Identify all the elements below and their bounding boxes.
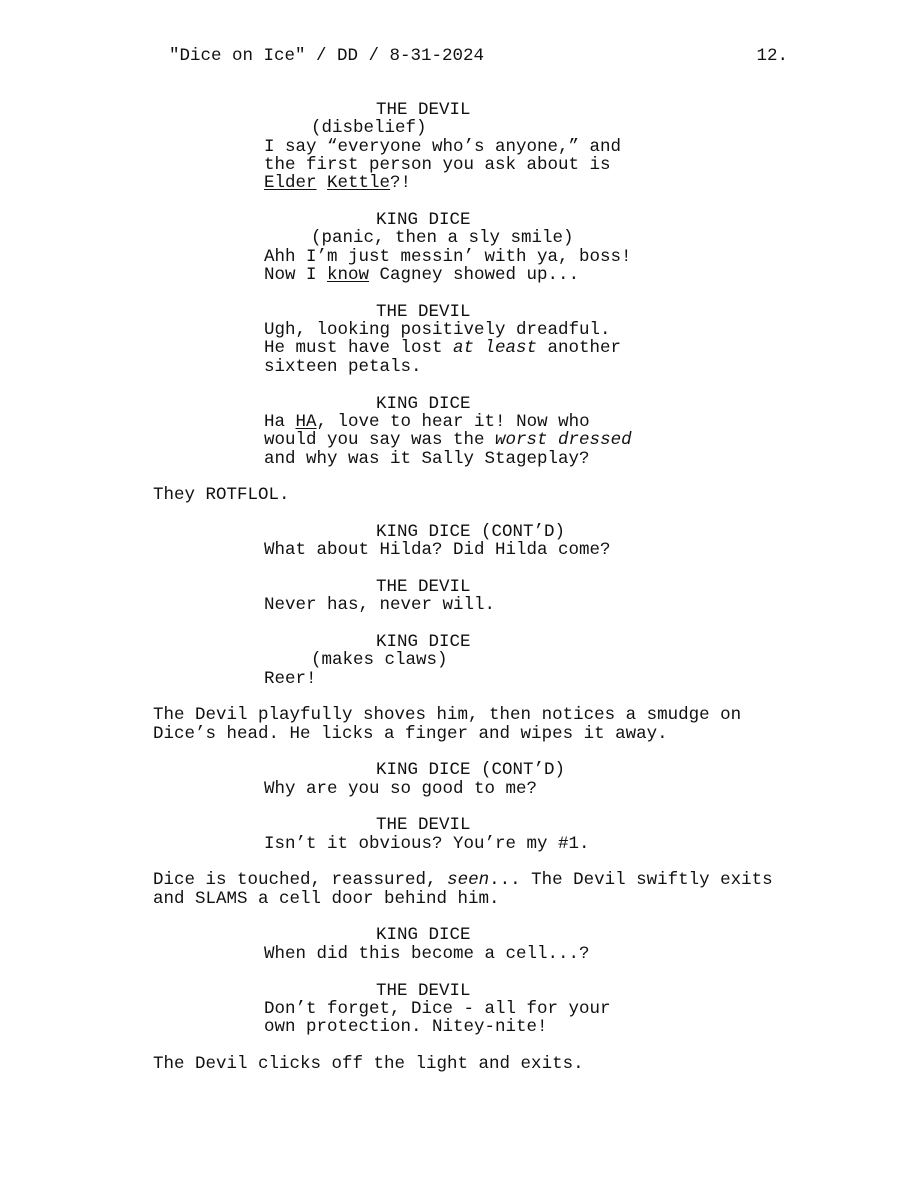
underlined-text: Kettle bbox=[327, 173, 391, 194]
text-segment: ?! bbox=[390, 173, 412, 194]
blank-line bbox=[0, 284, 920, 302]
text-segment: When did this become a cell...? bbox=[264, 943, 590, 964]
text-segment: another bbox=[537, 338, 622, 359]
text-segment: What about Hilda? Did Hilda come? bbox=[264, 540, 611, 561]
blank-line bbox=[0, 376, 920, 394]
text-segment: and why was it Sally Stageplay? bbox=[264, 448, 590, 469]
action-line bbox=[0, 1055, 920, 1073]
parenthetical bbox=[0, 651, 920, 669]
header-title: "Dice on Ice" / DD / 8-31-2024 bbox=[169, 46, 485, 66]
action-line bbox=[0, 890, 920, 908]
text-segment: KING DICE (CONT’D) bbox=[376, 521, 566, 542]
text-segment: Isn’t it obvious? You’re my #1. bbox=[264, 833, 590, 854]
page-number: 12. bbox=[756, 46, 788, 66]
parenthetical bbox=[0, 119, 920, 137]
underlined-text: Elder bbox=[264, 173, 317, 194]
dialogue-line bbox=[0, 339, 920, 357]
text-segment: would you say was the bbox=[264, 430, 496, 451]
text-segment: KING DICE bbox=[376, 393, 471, 414]
text-segment: and SLAMS a cell door behind him. bbox=[153, 888, 500, 909]
dialogue-line bbox=[0, 670, 920, 688]
character-cue bbox=[0, 395, 920, 413]
text-segment: , love to hear it! Now who bbox=[316, 411, 590, 432]
text-segment bbox=[317, 173, 328, 193]
character-cue bbox=[0, 211, 920, 229]
underlined-text: HA bbox=[295, 411, 317, 432]
text-segment: the first person you ask about is bbox=[264, 155, 611, 176]
dialogue-line bbox=[0, 835, 920, 853]
text-segment: I say “everyone who’s anyone,” and bbox=[264, 136, 622, 157]
character-cue bbox=[0, 816, 920, 834]
action-line bbox=[0, 871, 920, 889]
underlined-text: know bbox=[327, 265, 370, 286]
text-segment: The Devil clicks off the light and exits. bbox=[153, 1053, 584, 1074]
text-segment: Never has, never will. bbox=[264, 595, 496, 616]
dialogue-line bbox=[0, 174, 920, 192]
text-segment: (disbelief) bbox=[311, 118, 427, 139]
italic-text: worst dressed bbox=[495, 430, 632, 451]
dialogue-line bbox=[0, 156, 920, 174]
dialogue-line bbox=[0, 541, 920, 559]
dialogue-line bbox=[0, 321, 920, 339]
text-segment: (makes claws) bbox=[311, 650, 448, 671]
dialogue-line bbox=[0, 945, 920, 963]
dialogue-line bbox=[0, 596, 920, 614]
text-segment: Reer! bbox=[264, 668, 317, 689]
text-segment: sixteen petals. bbox=[264, 356, 422, 377]
dialogue-line bbox=[0, 450, 920, 468]
blank-line bbox=[0, 505, 920, 523]
blank-line bbox=[0, 963, 920, 981]
blank-line bbox=[0, 560, 920, 578]
text-segment: own protection. Nitey-nite! bbox=[264, 1017, 548, 1038]
italic-text: at least bbox=[453, 338, 538, 359]
text-segment: KING DICE bbox=[376, 210, 471, 231]
blank-line bbox=[0, 193, 920, 211]
blank-line bbox=[0, 615, 920, 633]
dialogue-line bbox=[0, 358, 920, 376]
text-segment: KING DICE bbox=[376, 925, 471, 946]
text-segment: Now I bbox=[264, 265, 328, 286]
dialogue-line bbox=[0, 248, 920, 266]
script-body bbox=[0, 101, 920, 1073]
text-segment: THE DEVIL bbox=[376, 100, 471, 120]
action-line bbox=[0, 486, 920, 504]
character-cue bbox=[0, 303, 920, 321]
text-segment: They ROTFLOL. bbox=[153, 485, 290, 506]
text-segment: Dice is touched, reassured, bbox=[153, 870, 448, 891]
dialogue-line bbox=[0, 138, 920, 156]
dialogue-line bbox=[0, 1000, 920, 1018]
dialogue-line bbox=[0, 413, 920, 431]
text-segment: He must have lost bbox=[264, 338, 454, 359]
blank-line bbox=[0, 743, 920, 761]
dialogue-line bbox=[0, 431, 920, 449]
character-cue bbox=[0, 523, 920, 541]
text-segment: KING DICE bbox=[376, 631, 471, 652]
action-line bbox=[0, 725, 920, 743]
character-cue bbox=[0, 926, 920, 944]
text-segment: The Devil playfully shoves him, then notices a smudge on bbox=[153, 705, 742, 726]
text-segment: Ahh I’m just messin’ with ya, boss! bbox=[264, 246, 632, 267]
text-segment: Cagney showed up... bbox=[369, 265, 580, 286]
dialogue-line bbox=[0, 780, 920, 798]
character-cue bbox=[0, 578, 920, 596]
parenthetical bbox=[0, 229, 920, 247]
blank-line bbox=[0, 798, 920, 816]
dialogue-line bbox=[0, 266, 920, 284]
blank-line bbox=[0, 908, 920, 926]
dialogue-line bbox=[0, 1018, 920, 1036]
text-segment: Don’t forget, Dice - all for your bbox=[264, 998, 611, 1019]
blank-line bbox=[0, 688, 920, 706]
text-segment: (panic, then a sly smile) bbox=[311, 228, 574, 249]
text-segment: THE DEVIL bbox=[376, 980, 471, 1001]
text-segment: Why are you so good to me? bbox=[264, 778, 538, 799]
blank-line bbox=[0, 853, 920, 871]
text-segment: THE DEVIL bbox=[376, 576, 471, 597]
text-segment: THE DEVIL bbox=[376, 301, 471, 322]
character-cue bbox=[0, 101, 920, 119]
character-cue bbox=[0, 761, 920, 779]
character-cue bbox=[0, 982, 920, 1000]
text-segment: Ugh, looking positively dreadful. bbox=[264, 320, 611, 341]
text-segment: ... The Devil swiftly exits bbox=[489, 870, 773, 891]
blank-line bbox=[0, 468, 920, 486]
text-segment: KING DICE (CONT’D) bbox=[376, 760, 566, 781]
text-segment: THE DEVIL bbox=[376, 815, 471, 836]
blank-line bbox=[0, 1037, 920, 1055]
text-segment: Dice’s head. He licks a finger and wipes it away. bbox=[153, 723, 668, 744]
action-line bbox=[0, 706, 920, 724]
text-segment: Ha bbox=[264, 411, 296, 432]
character-cue bbox=[0, 633, 920, 651]
italic-text: seen bbox=[447, 870, 490, 891]
